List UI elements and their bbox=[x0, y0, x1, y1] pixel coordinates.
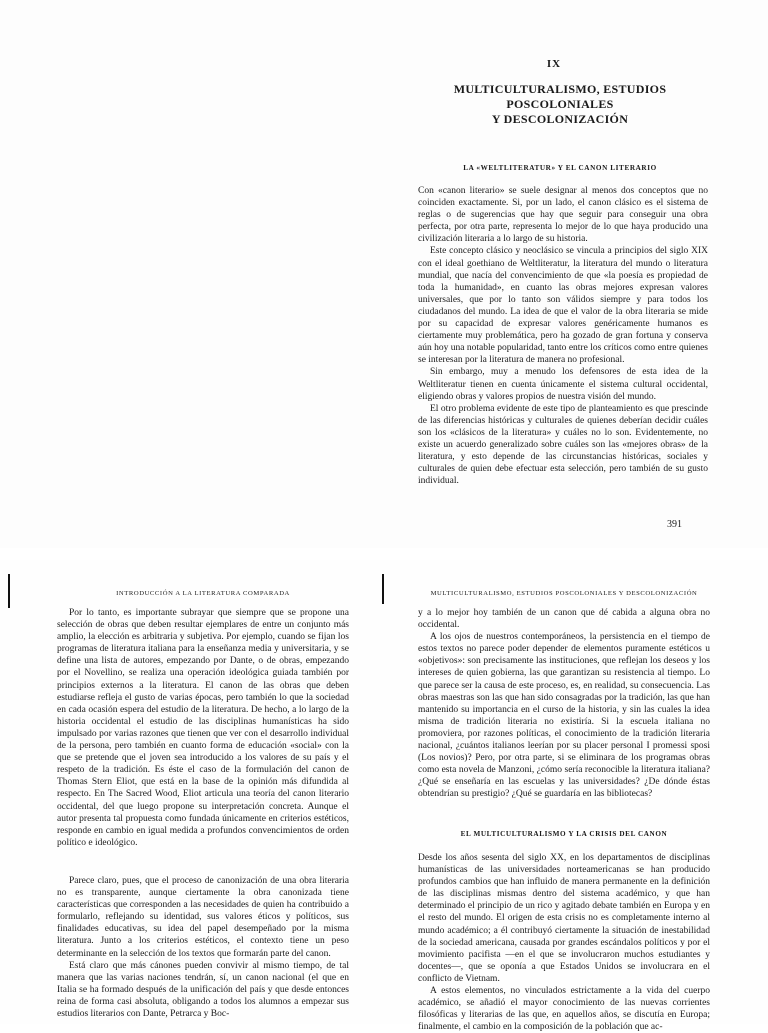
chapter-title bbox=[414, 82, 706, 127]
paragraph: Este concepto clásico y neoclásico se vincula a principios del siglo XIX con el ideal goethiano de Weltliteratur, la literatura del mundo o literatura mundial, que nacía del convencimiento de que «la poesía es propiedad de toda la humanidad», en cuanto las obras mejores expresan valores universales, que por lo tanto son válidos siempre y para todos los ciudadanos del mundo. La idea de que el valor de la obra literaria se mide por su capacidad de expresar valores genéricamente humanos es ciertamente muy problemática, pero ha gozado de gran fortuna y conserva aún hoy una notable popularidad, tanto entre los críticos como entre quienes se interesan por la literatura de manera no profesional. bbox=[418, 246, 708, 366]
right-page-body-b bbox=[418, 852, 710, 1033]
left-page-body-a bbox=[57, 607, 349, 849]
section-heading-weltliteratur: LA «WELTLITERATUR» Y EL CANON LITERARIO bbox=[463, 164, 657, 172]
paragraph: Está claro que más cánones pueden convivir al mismo tiempo, de tal manera que las varias naciones tendrán, sí, un canon nacional (el que en Italia se ha formado después de la unificación del país y que desde entonces reina de forma casi absoluta, obligando a todos los alumnos a empezar sus estudios literarios con Dante, Petrarca y Boc- bbox=[57, 960, 349, 1020]
paragraph: y a lo mejor hoy también de un canon que dé cabida a alguna obra no occidental. bbox=[418, 608, 710, 631]
chapter-title-line2: Y DESCOLONIZACIÓN bbox=[491, 112, 629, 126]
page-number: 391 bbox=[667, 519, 682, 530]
running-head-right: MULTICULTURALISMO, ESTUDIOS POSCOLONIALES Y DESCOLONIZACIÓN bbox=[430, 590, 698, 597]
chapter-number: IX bbox=[546, 58, 562, 70]
right-page-body-a bbox=[418, 607, 710, 801]
paragraph: Sin embargo, muy a menudo los defensores de esta idea de la Weltliteratur tienen en cuenta únicamente el sistema cultural occidental, eligiendo obras y valores propios de nuestra visión del mundo. bbox=[418, 367, 708, 402]
page-edge-mark bbox=[382, 574, 384, 604]
running-head-left: INTRODUCCIÓN A LA LITERATURA COMPARADA bbox=[116, 590, 290, 597]
paragraph: Por lo tanto, es importante subrayar que siempre que se propone una selección de obras que deben resultar ejemplares de entre un conjunto más amplio, la elección es arbitraria y subjetiva. Por ejemplo, cuando se fijan los programas de literatura italiana para la enseñanza media y universitaria, y se define una lista de autores, empezando por Dante, o de obras, empezando por el Novellino, se realiza una operación ideológica guiada también por principios externos a la literatura. El canon de las obras que deben estudiarse refleja el gusto de varias épocas, pero también lo que la sociedad en cada ocasión espera del estudio de la literatura. De hecho, a lo largo de la historia occidental el estudio de las disciplinas humanísticas ha sido impulsado por varias razones que tienen que ver con el desarrollo individual de la persona, pero también en cuanto forma de educación «social» con la que se pretende que el joven sea introducido a los valores de su país y el respeto de la tradición. Es éste el caso de la formulación del canon de Thomas Stern Eliot, que está en la base de la opinión más difundida al respecto. En The Sacred Wood, Eliot articula una teoría del canon literario occidental, del que luego propone su interpretación concreta. Aunque el autor presenta tal propuesta como fundada únicamente en criterios estéticos, responde en cambio en igual medida a profundos convencimientos de orden político e ideológico. bbox=[57, 608, 349, 848]
paragraph: Desde los años sesenta del siglo XX, en los departamentos de disciplinas humanísticas de las universidades norteamericanas se han producido profundos cambios que han influido de manera permanente en la definición de las disciplinas mismas dentro del sistema académico, y que han determinado el principio de un rico y agitado debate también en Europa y en el resto del mundo. El origen de esta crisis no es completamente interno al mundo académico; a él contribuyó ciertamente la situación de inestabilidad de la sociedad americana, causada por grandes escándalos políticos y por el movimiento pacifista —en el que se involucraron muchos estudiantes y docentes—, que se oponía a que Estados Unidos se involucrara en el conflicto de Vietnam. bbox=[418, 853, 710, 984]
paragraph: El otro problema evidente de este tipo de planteamiento es que prescinde de las diferencias históricas y culturales de quienes deberían decidir cuáles son los «clásicos de la literatura» y cuáles no lo son. Evidentemente, no existe un acuerdo generalizado sobre cuáles son las «mejores obras» de la literatura, y esto depende de las circunstancias históricas, sociales y culturales de quien debe efectuar esta selección, pero también de su gusto individual. bbox=[418, 403, 708, 487]
left-page-body-b bbox=[57, 875, 349, 1020]
paragraph: Parece claro, pues, que el proceso de canonización de una obra literaria no es transparente, aunque ciertamente la obra canonizada tiene características que corresponden a las necesidades de quien ha contribuido a formularlo, reflejando su identidad, sus valores éticos y políticos, sus finalidades educativas, su idea del papel desempeñado por la misma literatura. Junto a los criterios estéticos, el contexto tiene un peso determinante en la selección de los textos que formarán parte del canon. bbox=[57, 876, 349, 959]
top-page-body bbox=[418, 185, 708, 487]
page-gap bbox=[0, 548, 768, 560]
paragraph: A los ojos de nuestros contemporáneos, la persistencia en el tiempo de estos textos no parece poder depender de elementos puramente estéticos u «objetivos»: son precisamente las instituciones, que reflejan los deseos y los intereses de quien gobierna, las que garantizan su resistencia al tiempo. Lo que parece ser la causa de este proceso, es, en realidad, su consecuencia. Las obras maestras son las que han sido consagradas por la tradición, las que han mantenido su importancia en el curso de la historia, y sin las cuales la idea misma de tradición literaria no existiría. Si la escuela italiana no promoviera, por razones políticas, el conocimiento de la tradición literaria nacional, ¿cuántos italianos leerían por su placer personal I promessi sposi (Los novios)? Pero, por otra parte, si se eliminara de los programas obras como esta novela de Manzoni, ¿cómo sería reconocible la literatura italiana? ¿Qué se enseñaría en las escuelas y las universidades? ¿De dónde éstas obtendrían su prestigio? ¿Qué se guardaría en las bibliotecas? bbox=[418, 632, 710, 800]
paragraph: Con «canon literario» se suele designar al menos dos conceptos que no coinciden exactamente. Si, por un lado, el canon clásico es el sistema de reglas o de sugerencias que hay que seguir para conseguir una obra perfecta, por otra parte, representa lo mejor de lo que haya producido una civilización literaria a lo largo de su historia. bbox=[418, 186, 708, 245]
page-edge-mark bbox=[8, 574, 10, 608]
paragraph: A estos elementos, no vinculados estrictamente a la vida del cuerpo académico, se añadió el mayor conocimiento de las nuevas corrientes filosóficas y literarias de las que, en aquellos años, se discutía en Europa; finalmente, el cambio en la composición de la población que ac- bbox=[418, 986, 710, 1033]
chapter-title-line1: MULTICULTURALISMO, ESTUDIOS POSCOLONIALES bbox=[453, 82, 667, 111]
section-heading-multiculturalismo: EL MULTICULTURALISMO Y LA CRISIS DEL CANON bbox=[460, 830, 668, 838]
